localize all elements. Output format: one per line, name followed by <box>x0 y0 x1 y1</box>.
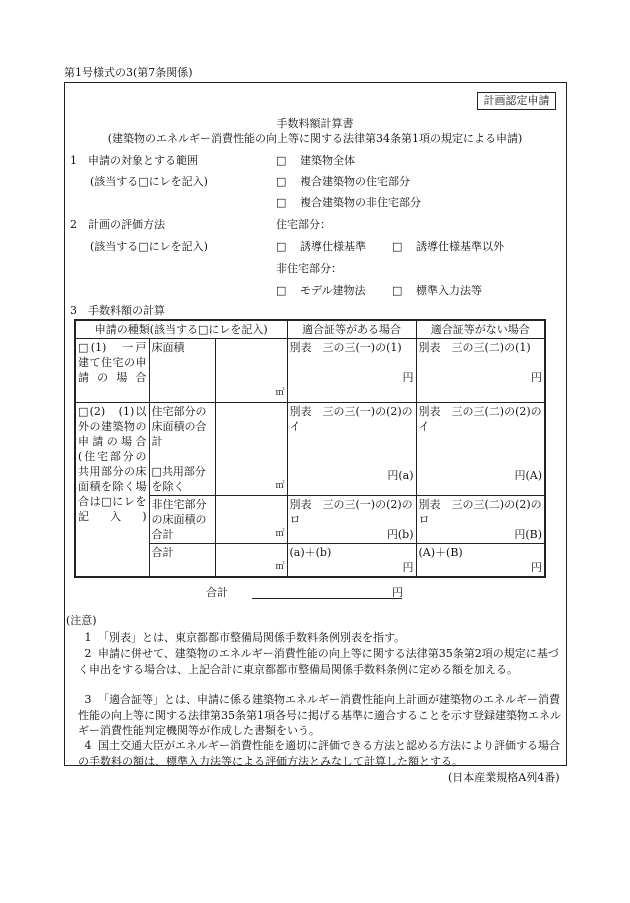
note-1: 1 「別表」とは、東京都都市整備局関係手数料条例別表を指す。 <box>84 631 406 644</box>
row2a-area-label: 住宅部分の床面積の合計 □共用部分を除く <box>149 403 215 496</box>
form-number: 第1号様式の3(第7条関係) <box>64 66 193 79</box>
s2-label: 2 計画の評価方法 <box>70 218 165 231</box>
row2c-area-label: 合計 <box>149 544 215 578</box>
header-with-cert: 適合証等がある場合 <box>287 320 416 339</box>
paper-size: (日本産業規格A列4番) <box>448 771 560 784</box>
checkbox[interactable]: □ <box>276 284 287 297</box>
row2a-with-cert[interactable]: 別表 三の三(一)の(2)のイ 円(a) <box>287 403 416 496</box>
form-subtitle: (建築物のエネルギー消費性能の向上等に関する法律第34条第1項の規定による申請) <box>107 132 523 145</box>
row1-area-input[interactable]: ㎡ <box>215 339 287 403</box>
row1-type[interactable]: □(1) 一戸建て住宅の申請の場合 <box>75 339 149 403</box>
header-type: 申請の種類(該当する□にレを記入) <box>75 320 287 339</box>
s2-nonres-label: 非住宅部分： <box>276 262 342 275</box>
note-2: 2 申請に併せて、建築物のエネルギー消費性能の向上等に関する法律第35条第2項の規定に基づく申出をする場合は、上記合計に東京都都市整備局関係手数料条例に定める額を加える。 <box>78 647 559 676</box>
checkbox[interactable]: □ <box>276 240 287 253</box>
header-without-cert: 適合証等がない場合 <box>416 320 545 339</box>
s1-option-nonresidential[interactable]: □ 複合建築物の非住宅部分 <box>276 196 421 209</box>
checkbox[interactable]: □ <box>276 196 287 209</box>
checkbox[interactable]: □ <box>276 154 287 167</box>
checkbox[interactable]: □ <box>392 284 403 297</box>
checkbox[interactable]: □ <box>276 175 287 188</box>
row2a-area-input[interactable]: ㎡ <box>215 403 287 496</box>
row1-with-cert[interactable]: 別表 三の三(一)の(1) 円 <box>287 339 416 403</box>
checkbox[interactable]: □ <box>392 240 403 253</box>
total-input[interactable] <box>252 597 402 599</box>
s1-option-residential[interactable]: □ 複合建築物の住宅部分 <box>276 175 410 188</box>
row2a-without-cert[interactable]: 別表 三の三(二)の(2)のイ 円(A) <box>416 403 545 496</box>
row2-type[interactable]: □(2) (1)以外の建築物の申請の場合(住宅部分の共用部分の床面積を除く場合は□にレを記入) <box>75 403 149 578</box>
total-unit: 円 <box>392 586 403 599</box>
application-type-tag: 計画認定申請 <box>477 92 556 110</box>
row2b-without-cert[interactable]: 別表 三の三(二)の(2)のロ 円(B) <box>416 496 545 544</box>
row2c-area-input[interactable]: ㎡ <box>215 544 287 578</box>
s2-res-label: 住宅部分： <box>276 218 331 231</box>
s2-nonres-opt1[interactable]: □ モデル建物法 <box>276 284 366 297</box>
s3-label: 3 手数料額の計算 <box>70 304 165 317</box>
row2b-area-label: 非住宅部分の床面積の合計 <box>149 496 215 544</box>
row2c-without-cert[interactable]: (A)＋(B) 円 <box>416 544 545 578</box>
row1-without-cert[interactable]: 別表 三の三(二)の(1) 円 <box>416 339 545 403</box>
exclude-common-checkbox[interactable]: □共用部分を除く <box>151 465 206 493</box>
row2c-with-cert[interactable]: (a)＋(b) 円 <box>287 544 416 578</box>
s1-option-whole[interactable]: □ 建築物全体 <box>276 154 355 167</box>
s1-label: 1 申請の対象とする範囲 <box>70 154 198 167</box>
row2b-with-cert[interactable]: 別表 三の三(一)の(2)のロ 円(b) <box>287 496 416 544</box>
s2-hint: (該当する□にレを記入) <box>90 240 208 253</box>
s1-hint: (該当する□にレを記入) <box>90 175 208 188</box>
row2b-area-input[interactable]: ㎡ <box>215 496 287 544</box>
s2-nonres-opt2[interactable]: □ 標準入力法等 <box>392 284 482 297</box>
s2-res-opt2[interactable]: □ 誘導仕様基準以外 <box>392 240 504 253</box>
s2-res-opt1[interactable]: □ 誘導仕様基準 <box>276 240 366 253</box>
total-label: 合計 <box>206 586 228 599</box>
fee-table <box>74 319 546 578</box>
row1-area-label: 床面積 <box>149 339 215 403</box>
notes-heading: (注意) <box>66 614 97 627</box>
note-4: 4 国土交通大臣がエネルギー消費性能を適切に評価できる方法と認める方法により評価する場合の手数料の額は、標準入力法等による評価方法とみなして計算した額とする。 <box>78 739 560 768</box>
form-title: 手数料額計算書 <box>276 117 354 130</box>
note-3: 3 「適合証等」とは、申請に係る建築物エネルギー消費性能向上計画が建築物のエネルギー消費性能の向上等に関する法律第35条第1項各号に掲げる基準に適合することを示す登録建築物エネルギー消費性能判定機関等が作成した書類をいう。 <box>78 693 561 737</box>
